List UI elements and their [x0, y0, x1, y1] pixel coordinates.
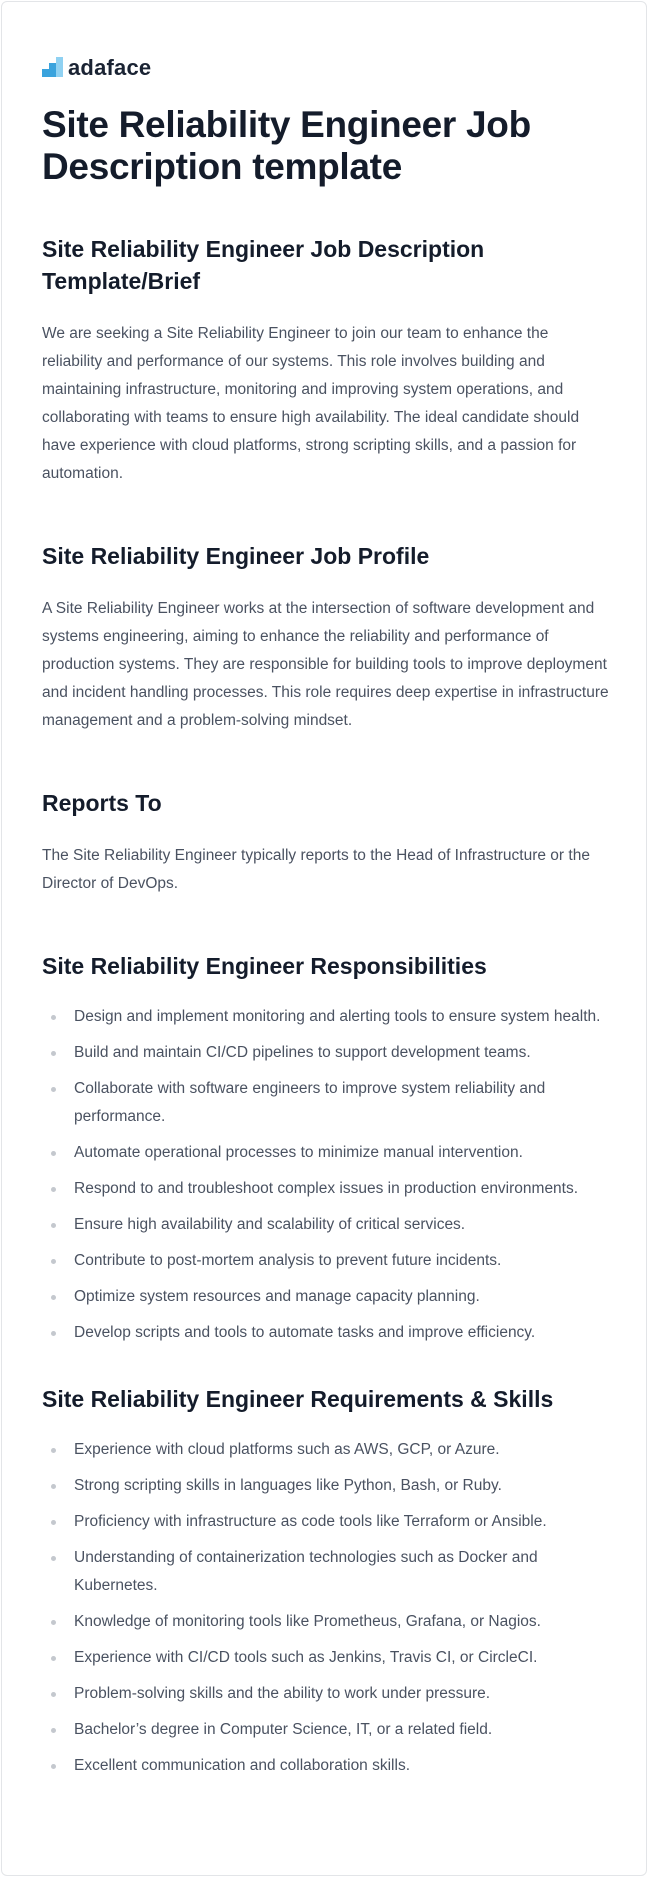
- list-item: Optimize system resources and manage capacity planning.: [42, 1283, 612, 1311]
- list-item: Experience with CI/CD tools such as Jenkins, Travis CI, or CircleCI.: [42, 1644, 612, 1672]
- list-item: Strong scripting skills in languages like Python, Bash, or Ruby.: [42, 1472, 612, 1500]
- brand-name: adaface: [68, 55, 152, 80]
- list-item: Contribute to post-mortem analysis to prevent future incidents.: [42, 1247, 612, 1275]
- profile-heading: Site Reliability Engineer Job Profile: [42, 543, 430, 569]
- requirements-heading: Site Reliability Engineer Requirements & Skills: [42, 1386, 554, 1412]
- page-title: Site Reliability Engineer Job Description template: [42, 104, 531, 187]
- adaface-logo[interactable]: [42, 54, 612, 82]
- adaface-logo-icon: [42, 57, 64, 79]
- list-item: Problem-solving skills and the ability to work under pressure.: [42, 1680, 612, 1708]
- brief-heading: Site Reliability Engineer Job Description Template/Brief: [42, 236, 485, 294]
- list-item: Excellent communication and collaboration skills.: [42, 1752, 612, 1780]
- profile-section: [42, 540, 612, 735]
- responsibilities-list: [42, 1003, 612, 1347]
- brief-section: [42, 233, 612, 488]
- list-item: Understanding of containerization technologies such as Docker and Kubernetes.: [42, 1544, 612, 1600]
- requirements-section: [42, 1383, 612, 1780]
- responsibilities-heading: Site Reliability Engineer Responsibilities: [42, 953, 487, 979]
- list-item: Design and implement monitoring and alerting tools to ensure system health.: [42, 1003, 612, 1031]
- responsibilities-section: [42, 950, 612, 1347]
- brief-text: We are seeking a Site Reliability Engineer to join our team to enhance the reliability and performance of our systems. This role involves building and maintaining infrastructure, monitoring and improving system operations, and collaborating with teams to ensure high availability. The ideal candidate should have experience with cloud platforms, strong scripting skills, and a passion for automation.: [42, 325, 580, 482]
- list-item: Develop scripts and tools to automate tasks and improve efficiency.: [42, 1319, 612, 1347]
- list-item: Experience with cloud platforms such as AWS, GCP, or Azure.: [42, 1436, 612, 1464]
- requirements-list: [42, 1436, 612, 1780]
- reports-to-heading: Reports To: [42, 790, 162, 816]
- content-column: [42, 54, 612, 1788]
- list-item: Bachelor’s degree in Computer Science, IT, or a related field.: [42, 1716, 612, 1744]
- list-item: Proficiency with infrastructure as code tools like Terraform or Ansible.: [42, 1508, 612, 1536]
- list-item: Automate operational processes to minimize manual intervention.: [42, 1139, 612, 1167]
- reports-to-text: The Site Reliability Engineer typically reports to the Head of Infrastructure or the Director of DevOps.: [42, 847, 590, 892]
- profile-text: A Site Reliability Engineer works at the intersection of software development and systems engineering, aiming to enhance the reliability and performance of production systems. They are responsible for building tools to improve deployment and incident handling processes. This role requires deep expertise in infrastructure management and a problem-solving mindset.: [42, 600, 609, 729]
- reports-to-section: [42, 787, 612, 898]
- list-item: Respond to and troubleshoot complex issues in production environments.: [42, 1175, 612, 1203]
- list-item: Collaborate with software engineers to improve system reliability and performance.: [42, 1075, 612, 1131]
- list-item: Build and maintain CI/CD pipelines to support development teams.: [42, 1039, 612, 1067]
- job-description-card: [1, 1, 647, 1876]
- list-item: Ensure high availability and scalability of critical services.: [42, 1211, 612, 1239]
- list-item: Knowledge of monitoring tools like Prometheus, Grafana, or Nagios.: [42, 1608, 612, 1636]
